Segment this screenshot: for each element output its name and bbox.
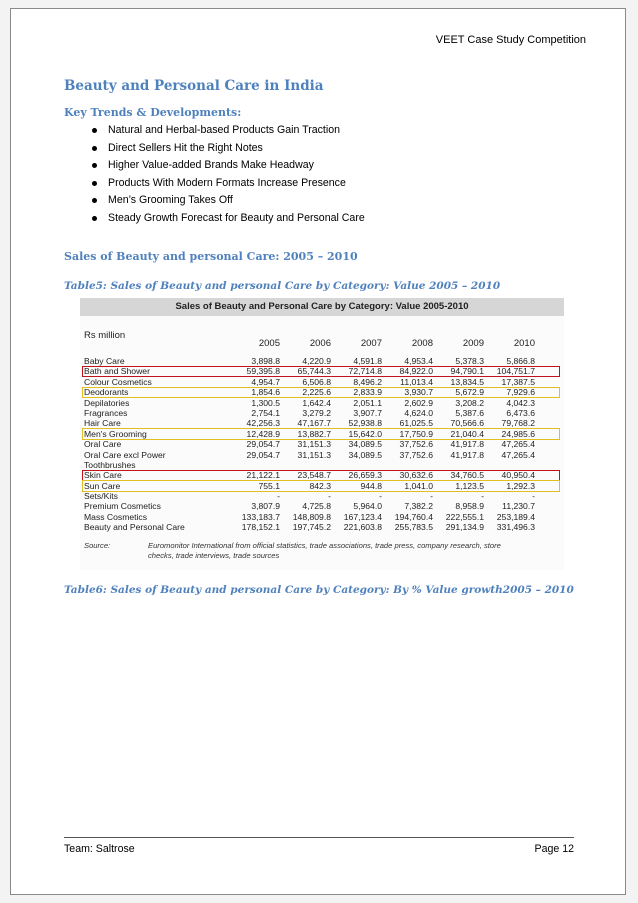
table-cell: 331,496.3 xyxy=(496,522,535,533)
table-cell: 221,603.8 xyxy=(343,522,382,533)
table-row xyxy=(80,522,564,532)
trends-heading: Key Trends & Developments: xyxy=(64,106,242,119)
footer-rule xyxy=(64,837,574,838)
table-units: Rs million xyxy=(84,330,126,341)
table-cell: 755.1 xyxy=(258,480,280,491)
source-label: Source: xyxy=(84,541,111,550)
table-row xyxy=(80,408,564,418)
row-label: Bath and Shower xyxy=(84,366,150,377)
table-row xyxy=(80,356,564,366)
table-cell: 47,265.4 xyxy=(501,449,535,460)
list-item-text: Men’s Grooming Takes Off xyxy=(108,194,233,206)
table-cell: 944.8 xyxy=(360,480,382,491)
bullet-icon xyxy=(92,216,97,221)
table-row xyxy=(80,512,564,522)
table-cell: - xyxy=(532,491,535,502)
table-cell: 3,930.7 xyxy=(404,387,433,398)
table-row xyxy=(80,501,564,511)
table-cell: 1,123.5 xyxy=(455,480,484,491)
table-cell: 52,938.8 xyxy=(348,418,382,429)
source-text-cont: checks, trade interviews, trade sources xyxy=(148,551,280,560)
list-item-text: Steady Growth Forecast for Beauty and Personal Care xyxy=(108,211,365,224)
table-cell: 17,387.5 xyxy=(501,376,535,387)
list-item xyxy=(92,140,365,158)
table-cell: 2,602.9 xyxy=(404,397,433,408)
table-cell: 29,054.7 xyxy=(246,439,280,450)
table-cell: 4,725.8 xyxy=(302,501,331,512)
table-cell: 41,917.8 xyxy=(450,449,484,460)
table-cell: 194,760.4 xyxy=(394,511,433,522)
table-cell: 37,752.6 xyxy=(399,449,433,460)
year-header-cell: 2005 xyxy=(258,338,280,349)
table-cell: 59,395.8 xyxy=(246,366,280,377)
table-cell: 253,189.4 xyxy=(496,511,535,522)
row-label: Oral Care xyxy=(84,439,122,450)
list-item-text: Direct Sellers Hit the Right Notes xyxy=(108,141,263,154)
bullet-icon xyxy=(92,198,97,203)
table-cell: 3,807.9 xyxy=(251,501,280,512)
table-row xyxy=(80,398,564,408)
list-item xyxy=(92,175,365,193)
table-cell: 15,642.0 xyxy=(348,428,382,439)
table-cell: 72,714.8 xyxy=(348,366,382,377)
list-item-text: Higher Value-added Brands Make Headway xyxy=(108,159,314,171)
table-cell: 17,750.9 xyxy=(399,428,433,439)
row-label: Hair Care xyxy=(84,418,121,429)
bullet-icon xyxy=(92,128,97,133)
table-cell: 2,225.6 xyxy=(302,387,331,398)
table-cell: 42,256.3 xyxy=(246,418,280,429)
table-cell: 1,854.6 xyxy=(251,387,280,398)
table-cell: 12,428.9 xyxy=(246,428,280,439)
row-label: Toothbrushes xyxy=(84,459,136,470)
table-row xyxy=(80,377,564,387)
table-cell: 40,950.4 xyxy=(501,470,535,481)
table-cell: 4,624.0 xyxy=(404,407,433,418)
table-cell: 291,134.9 xyxy=(445,522,484,533)
table-cell: 7,382.2 xyxy=(404,501,433,512)
page-title: Beauty and Personal Care in India xyxy=(64,78,324,94)
table-cell: 13,834.5 xyxy=(450,376,484,387)
table-row xyxy=(80,491,564,501)
row-label: Skin Care xyxy=(84,470,122,481)
table-cell: 47,167.7 xyxy=(297,418,331,429)
row-highlight-box xyxy=(82,480,560,491)
table-row xyxy=(80,418,564,428)
table-cell: - xyxy=(430,491,433,502)
table-cell: 94,790.1 xyxy=(450,366,484,377)
row-label: Oral Care excl Power xyxy=(84,449,166,460)
table-cell: 21,040.4 xyxy=(450,428,484,439)
table-cell: 197,745.2 xyxy=(292,522,331,533)
table-cell: 5,387.6 xyxy=(455,407,484,418)
table-cell: 3,208.2 xyxy=(455,397,484,408)
list-item xyxy=(92,157,365,175)
table-cell: 133,183.7 xyxy=(241,511,280,522)
table-cell: 21,122.1 xyxy=(246,470,280,481)
table-cell: 8,958.9 xyxy=(455,501,484,512)
row-label: Depilatories xyxy=(84,397,130,408)
table-cell: 31,151.3 xyxy=(297,439,331,450)
table-cell: 23,548.7 xyxy=(297,470,331,481)
sales-heading: Sales of Beauty and personal Care: 2005 – 2010 xyxy=(64,250,358,263)
table-cell: 31,151.3 xyxy=(297,449,331,460)
table-cell: - xyxy=(277,491,280,502)
list-item-text: Natural and Herbal-based Products Gain Traction xyxy=(108,124,341,136)
table-cell: 4,954.7 xyxy=(251,376,280,387)
table-cell: 61,025.5 xyxy=(399,418,433,429)
table-cell: 41,917.8 xyxy=(450,439,484,450)
table-cell: 65,744.3 xyxy=(297,366,331,377)
table-cell: 7,929.6 xyxy=(506,387,535,398)
table-cell: 37,752.6 xyxy=(399,439,433,450)
table-cell: 6,506.8 xyxy=(302,376,331,387)
table6-caption: Table6: Sales of Beauty and personal Care by Category: By % Value growth2005 – 2010 xyxy=(64,584,574,596)
table-cell: 4,042.3 xyxy=(506,397,535,408)
table-body xyxy=(80,356,564,533)
table-cell: 1,642.4 xyxy=(302,397,331,408)
table-cell: 26,659.3 xyxy=(348,470,382,481)
page-number: Page 12 xyxy=(534,843,574,855)
table-cell: 3,898.8 xyxy=(251,356,280,366)
table-row xyxy=(80,439,564,449)
row-highlight-box xyxy=(82,387,560,398)
row-label: Baby Care xyxy=(84,356,125,366)
table-cell: 842.3 xyxy=(309,480,331,491)
year-header-cell: 2009 xyxy=(462,338,484,349)
table-cell: 11,230.7 xyxy=(502,501,535,512)
table-cell: 4,953.4 xyxy=(404,356,433,366)
row-highlight-box xyxy=(82,366,560,377)
list-item xyxy=(92,210,365,228)
table-cell: 104,751.7 xyxy=(496,366,535,377)
table-cell: - xyxy=(379,491,382,502)
table-cell: 4,591.8 xyxy=(353,356,382,366)
table-cell: 79,768.2 xyxy=(501,418,535,429)
table-cell: - xyxy=(328,491,331,502)
table-cell: - xyxy=(481,491,484,502)
table-cell: 34,760.5 xyxy=(450,470,484,481)
table-row xyxy=(80,450,564,460)
list-item xyxy=(92,122,365,140)
list-item-text: Products With Modern Formats Increase Presence xyxy=(108,176,346,189)
table-cell: 3,907.7 xyxy=(353,407,382,418)
row-label: Sets/Kits xyxy=(84,491,118,502)
table-cell: 5,672.9 xyxy=(455,387,484,398)
trends-list xyxy=(92,122,365,227)
table-cell: 47,265.4 xyxy=(501,439,535,450)
table-cell: 167,123.4 xyxy=(343,511,382,522)
year-header-cell: 2010 xyxy=(513,338,535,349)
table-cell: 255,783.5 xyxy=(394,522,433,533)
row-label: Sun Care xyxy=(84,480,121,491)
year-header-cell: 2008 xyxy=(411,338,433,349)
table-cell: 70,566.6 xyxy=(450,418,484,429)
table-cell: 178,152.1 xyxy=(241,522,280,533)
table-title: Sales of Beauty and Personal Care by Category: Value 2005-2010 xyxy=(80,298,564,316)
row-label: Men's Grooming xyxy=(84,428,147,439)
table-cell: 29,054.7 xyxy=(246,449,280,460)
running-header: VEET Case Study Competition xyxy=(435,34,586,46)
row-highlight-box xyxy=(82,428,560,439)
year-header-cell: 2006 xyxy=(309,338,331,349)
table-cell: 13,882.7 xyxy=(297,428,331,439)
list-item xyxy=(92,192,365,210)
table-cell: 2,833.9 xyxy=(353,387,382,398)
table-cell: 1,300.5 xyxy=(251,397,280,408)
row-label: Colour Cosmetics xyxy=(84,376,152,387)
table-cell: 2,754.1 xyxy=(251,407,280,418)
footer-team: Team: Saltrose xyxy=(64,843,135,855)
table-cell: 34,089.5 xyxy=(348,449,382,460)
table-cell: 5,378.3 xyxy=(455,356,484,366)
table-cell: 3,279.2 xyxy=(302,407,331,418)
table-cell: 5,866.8 xyxy=(506,356,535,366)
table-cell: 84,922.0 xyxy=(399,366,433,377)
table-cell: 11,013.4 xyxy=(400,376,433,387)
table-cell: 5,964.0 xyxy=(353,501,382,512)
table-cell: 8,496.2 xyxy=(353,376,382,387)
table5-caption: Table5: Sales of Beauty and personal Care by Category: Value 2005 – 2010 xyxy=(64,280,501,292)
table-cell: 1,292.3 xyxy=(506,480,535,491)
row-label: Mass Cosmetics xyxy=(84,511,148,522)
row-label: Deodorants xyxy=(84,387,129,398)
year-header-cell: 2007 xyxy=(360,338,382,349)
bullet-icon xyxy=(92,146,97,151)
row-label: Fragrances xyxy=(84,407,128,418)
table-cell: 34,089.5 xyxy=(348,439,382,450)
bullet-icon xyxy=(92,163,97,168)
table-cell: 24,985.6 xyxy=(501,428,535,439)
table-cell: 6,473.6 xyxy=(506,407,535,418)
row-label: Premium Cosmetics xyxy=(84,501,161,512)
sales-table xyxy=(80,298,564,570)
table-cell: 222,555.1 xyxy=(445,511,484,522)
source-text: Euromonitor International from official statistics, trade associations, trade press, company research, store xyxy=(148,541,501,550)
row-label: Beauty and Personal Care xyxy=(84,522,185,533)
table-row xyxy=(80,460,564,470)
table-cell: 148,809.8 xyxy=(292,511,331,522)
table-cell: 30,632.6 xyxy=(399,470,433,481)
table-cell: 4,220.9 xyxy=(302,356,331,366)
table-cell: 1,041.0 xyxy=(404,480,433,491)
table-cell: 2,051.1 xyxy=(353,397,382,408)
bullet-icon xyxy=(92,181,97,186)
